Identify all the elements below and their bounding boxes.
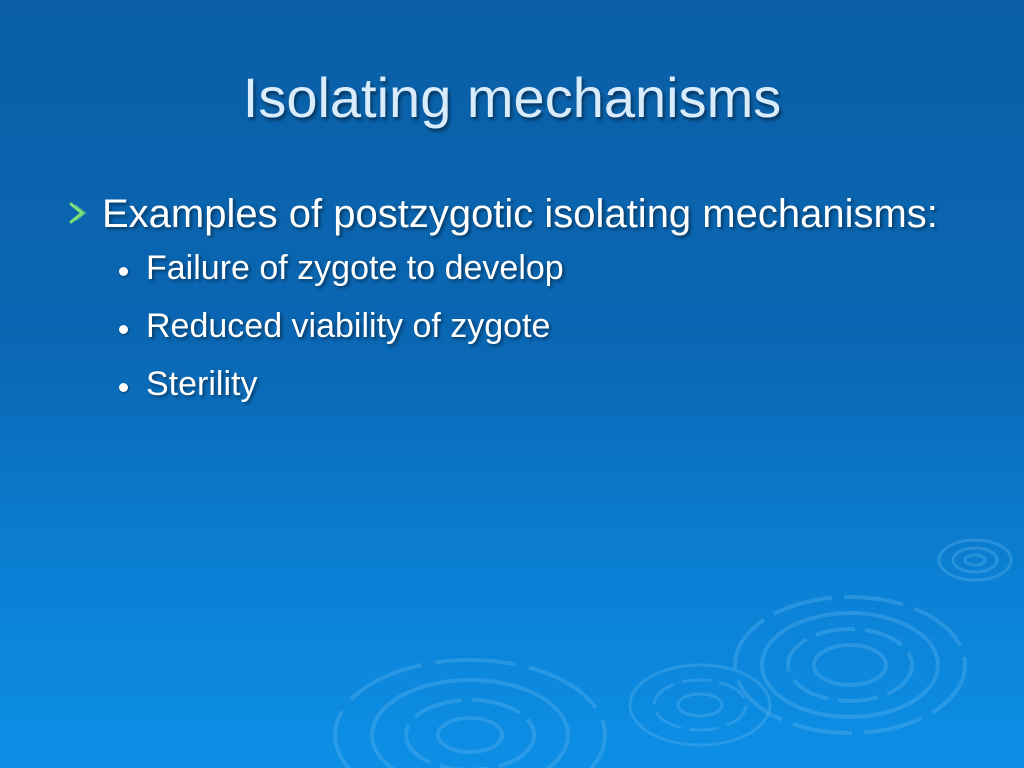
dot-bullet-icon	[119, 267, 128, 276]
dot-bullet-icon	[119, 383, 128, 392]
sub-bullet-text: Failure of zygote to develop	[146, 249, 564, 287]
bullet-text: Examples of postzygotic isolating mechanisms:	[102, 192, 938, 236]
sub-bullet-item	[114, 364, 960, 404]
sub-bullet-text: Sterility	[146, 365, 258, 403]
sub-bullet-item	[114, 306, 960, 346]
slide-content	[60, 188, 960, 422]
sub-bullet-list	[60, 248, 960, 404]
dot-bullet-icon	[119, 325, 128, 334]
bullet-item	[60, 188, 960, 241]
slide-title: Isolating mechanisms	[242, 66, 782, 129]
sub-bullet-item	[114, 248, 960, 288]
sub-bullet-text: Reduced viability of zygote	[146, 307, 551, 345]
arrow-bullet-icon	[66, 201, 90, 225]
